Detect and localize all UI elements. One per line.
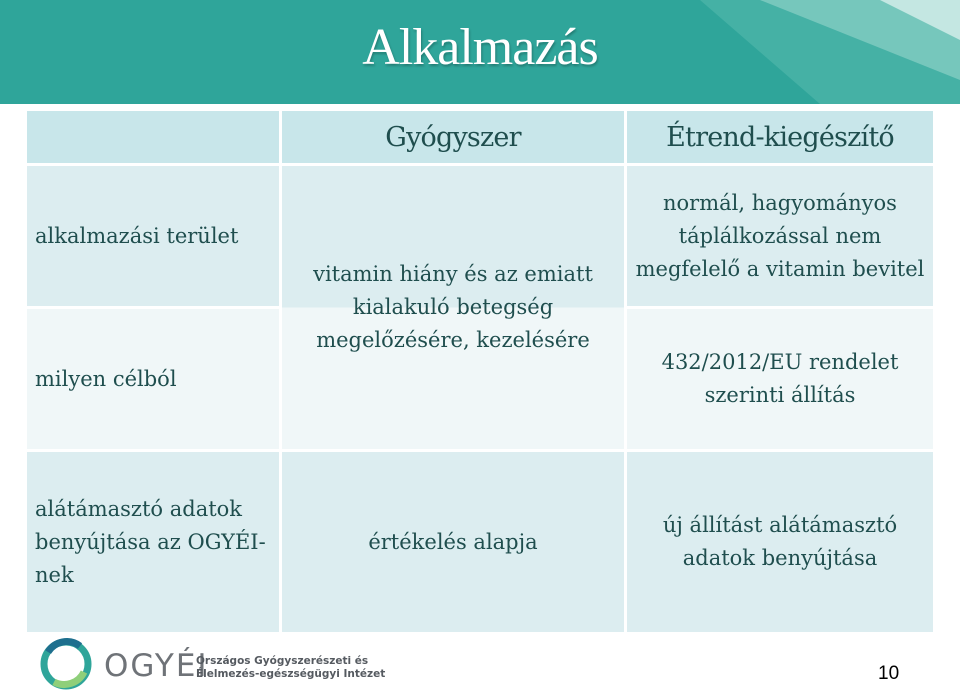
supplement-area-cell: normál, hagyományos táplálkozással nem megfelelő a vitamin bevitel [627,166,933,309]
row-label-purpose: milyen célból [27,309,282,452]
header-cell-drug: Gyógyszer [282,111,627,166]
header-cell-supplement: Étrend-kiegészítő [627,111,933,166]
drug-data-cell: értékelés alapja [282,452,627,632]
header-cell-empty [27,111,282,166]
ogyei-logo-icon [40,638,96,690]
institute-name [196,655,385,681]
slide-title: Alkalmazás [362,19,598,76]
comparison-table [27,111,933,632]
supplement-purpose-cell: 432/2012/EU rendelet szerinti állítás [627,309,933,452]
institute-line-1: Országos Gyógyszerészeti és [196,655,369,667]
row-label-data-submission: alátámasztó adatok benyújtása az OGYÉI-nek [27,452,282,632]
drug-merged-cell: vitamin hiány és az emiatt kialakuló betegség megelőzésére, kezelésére [282,166,627,452]
row-label-area: alkalmazási terület [27,166,282,309]
supplement-data-cell: új állítást alátámasztó adatok benyújtása [627,452,933,632]
institute-line-2: Élelmezés-egészségügyi Intézet [196,668,386,680]
page-number: 10 [878,663,900,684]
logo-wordmark: OGYÉI [104,648,209,684]
